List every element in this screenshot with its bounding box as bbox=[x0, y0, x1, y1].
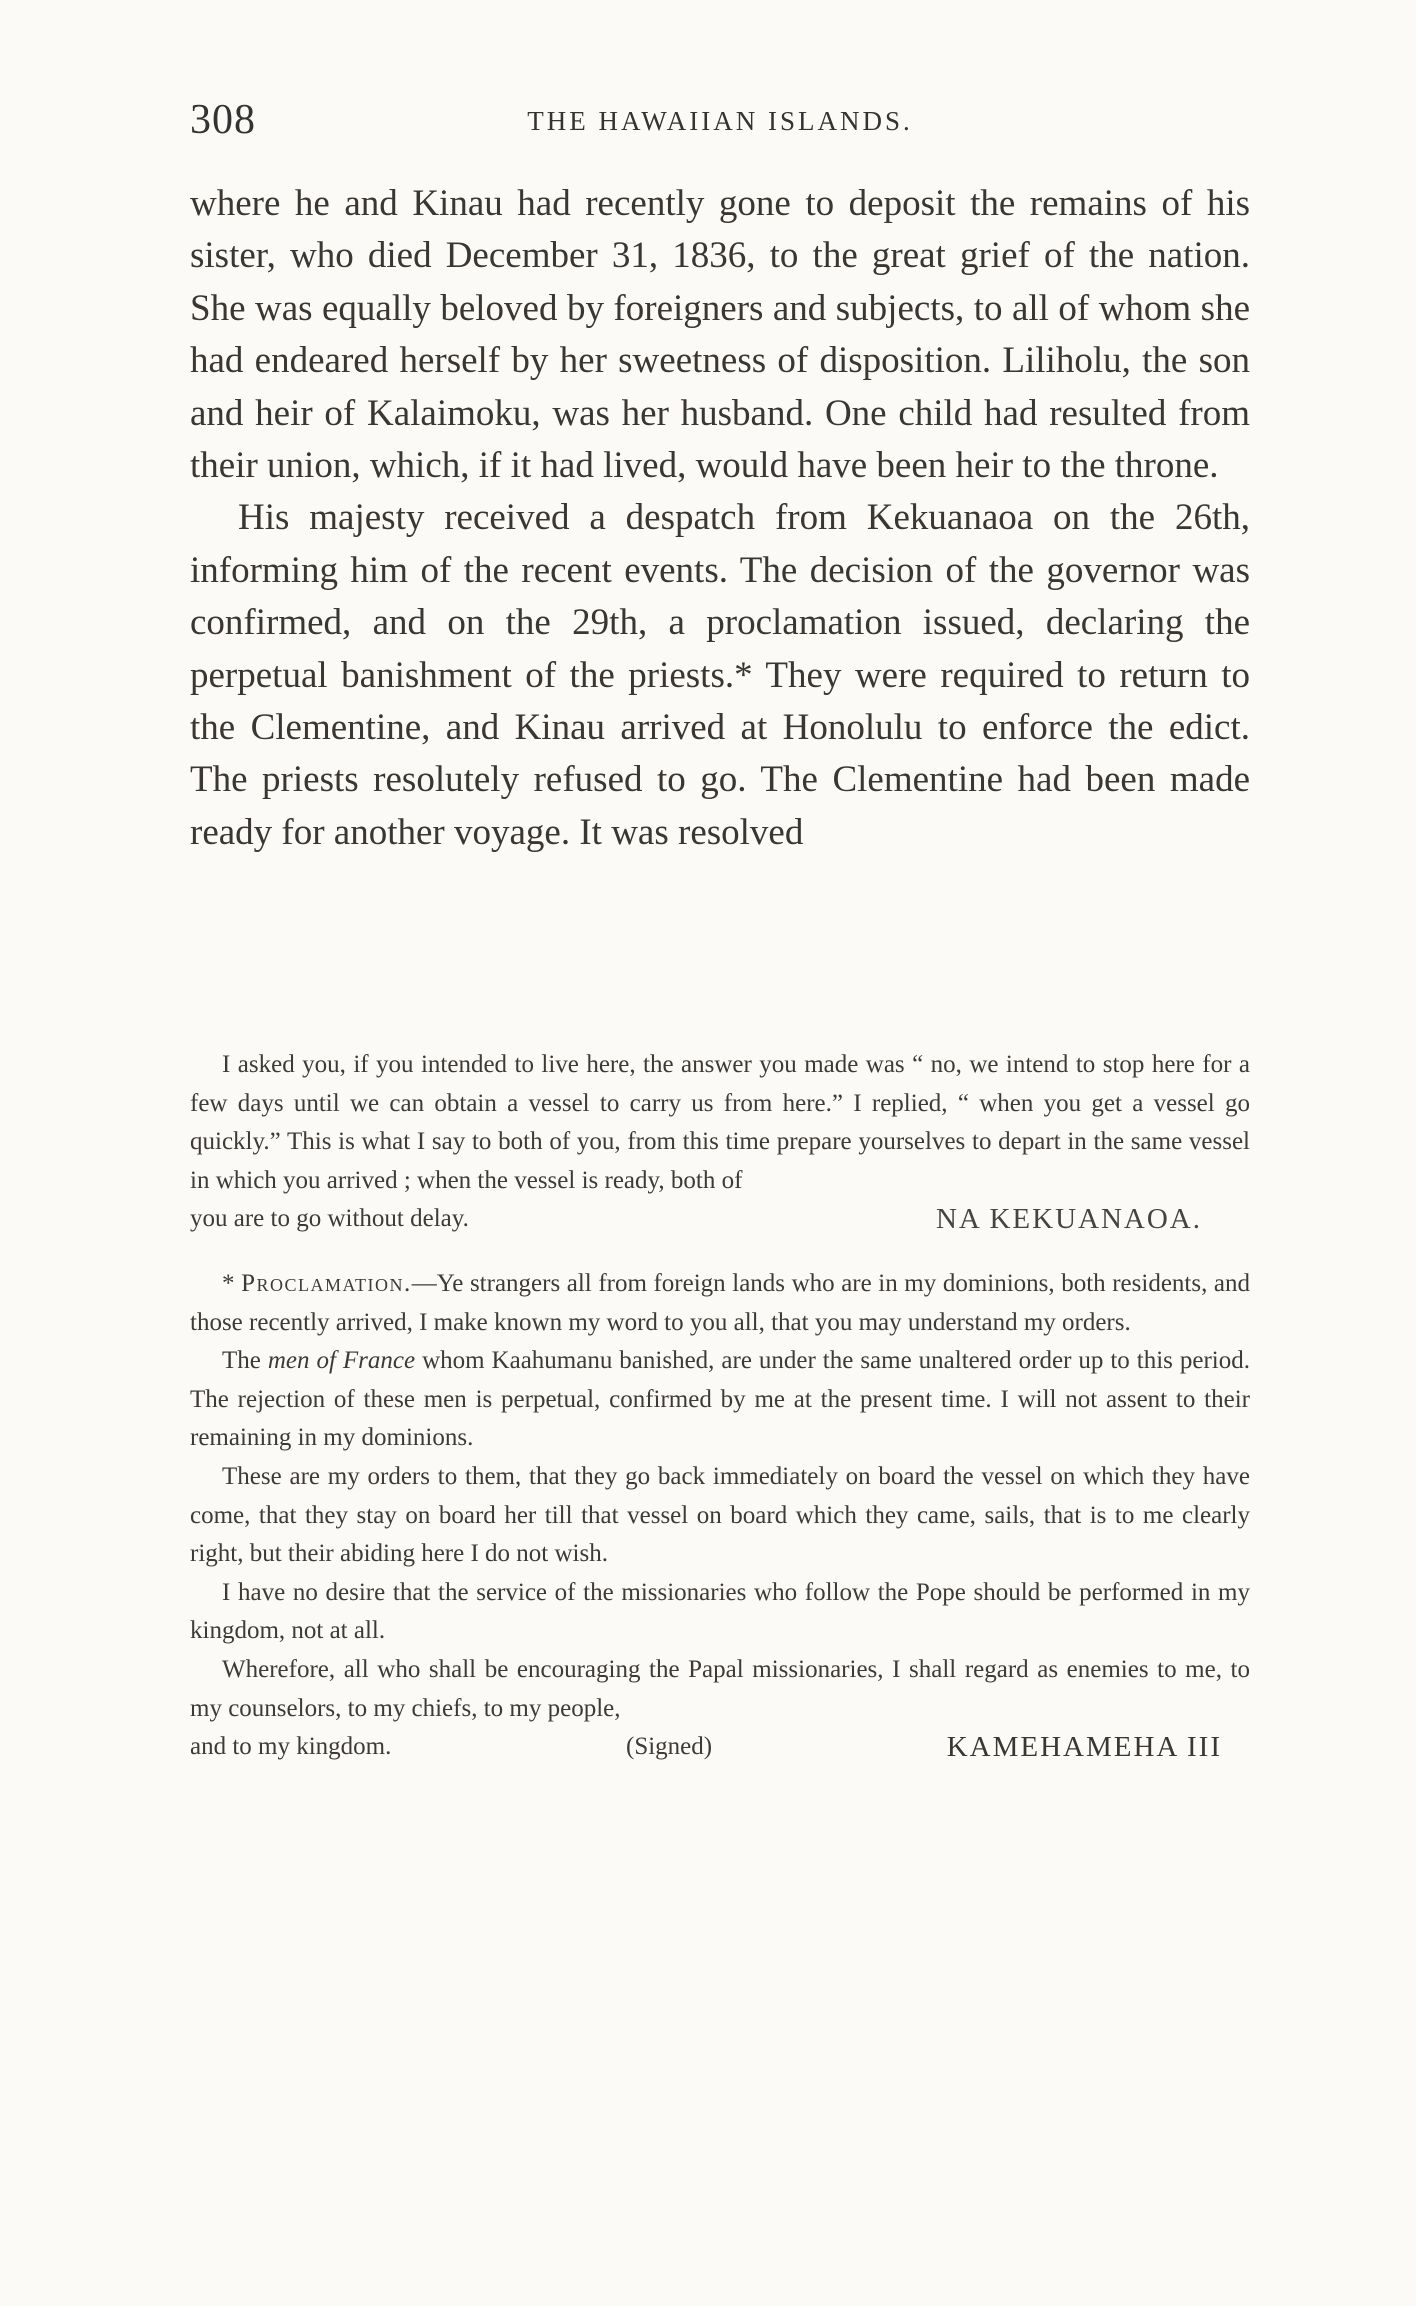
proclamation-paragraph-4: I have no desire that the service of the missionaries who follow the Pope should be performed in my kingdom, not at all. bbox=[190, 1578, 1250, 1645]
proclamation-paragraph-3: These are my orders to them, that they go back immediately on board the vessel on which they have come, that they stay on board her till that vessel on board which they came, sails, that is to me clearly right, but their abiding here I do not wish. bbox=[190, 1462, 1250, 1568]
proclamation-closing: and to my kingdom. bbox=[190, 1733, 392, 1761]
paragraph-1: where he and Kinau had recently gone to deposit the remains of his sister, who died December 31, 1836, to the great grief of the nation. She was equally beloved by foreigners and subjects, to all of whom she had endeared herself by her sweetness of disposition. Liliholu, the son and heir of Kalaimoku, was her husband. One child had resulted from their union, which, if it had lived, would have been heir to the throne. bbox=[190, 183, 1250, 487]
letter-signature: NA KEKUANAOA. bbox=[935, 1203, 1202, 1236]
proclamation-paragraph-2 bbox=[190, 1342, 1250, 1458]
page-header bbox=[190, 96, 1250, 144]
letter-signature-row bbox=[190, 1200, 1250, 1239]
letter-last-line: you are to go without delay. bbox=[190, 1205, 469, 1233]
proclamation-signature-row bbox=[190, 1728, 1250, 1767]
p2-rest: whom Kaahumanu banished, are under the same unaltered order up to this period. The rejection of these men is perpetual, confirmed by me at the present time. I will not assent to their remaining in my dominions. bbox=[190, 1347, 1250, 1452]
running-title: THE HAWAIIAN ISLANDS. bbox=[527, 106, 913, 136]
p2-italic: men of France bbox=[267, 1347, 416, 1375]
proclamation-signature: KAMEHAMEHA III bbox=[946, 1731, 1222, 1764]
page-number: 308 bbox=[190, 97, 256, 143]
footnote-marker: * bbox=[222, 1269, 242, 1297]
signed-label: (Signed) bbox=[626, 1733, 713, 1761]
main-text bbox=[190, 178, 1250, 859]
footnote-letter: I asked you, if you intended to live here, the answer you made was “ no, we intend to stop here for a few days until we can obtain a vessel to carry us from here.” I replied, “ when you get a vessel go quickly.” This is what I say to both of you, from this time prepare yourselves to depart in the same vessel in which you arrived ; when the vessel is ready, both of bbox=[190, 1051, 1250, 1194]
proclamation-paragraph-5: Wherefore, all who shall be encouraging the Papal missionaries, I shall regard as enemies to me, to my counselors, to my chiefs, to my people, bbox=[190, 1655, 1250, 1722]
paragraph-2: His majesty received a despatch from Kekuanaoa on the 26th, informing him of the recent events. The decision of the governor was confirmed, and on the 29th, a proclamation issued, declaring the perpetual banishment of the priests.* They were required to return to the Clementine, and Kinau arrived at Honolulu to enforce the edict. The priests resolutely refused to go. The Clementine had been made ready for another voyage. It was resolved bbox=[190, 497, 1250, 853]
p2-start: The bbox=[222, 1347, 268, 1375]
footnote-gap bbox=[190, 1239, 1250, 1265]
proclamation-intro bbox=[190, 1265, 1250, 1342]
proclamation-intro-text: —Ye strangers all from foreign lands who are in my dominions, both residents, and those recently arrived, I make known my word to you all, that you may understand my orders. bbox=[190, 1269, 1251, 1336]
proclamation-heading: Proclamation. bbox=[241, 1269, 412, 1297]
footnotes bbox=[190, 1046, 1250, 1767]
